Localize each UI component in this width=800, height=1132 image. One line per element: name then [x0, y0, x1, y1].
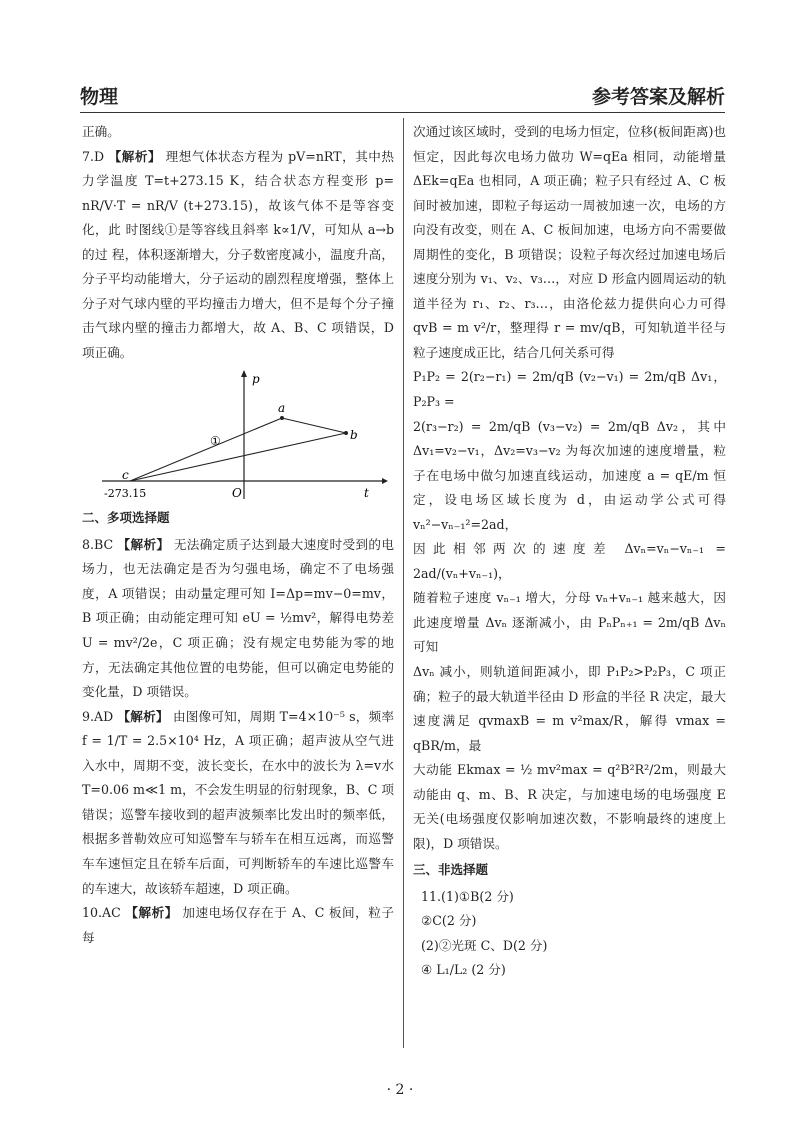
section-heading: 三、非选择题 [413, 862, 489, 878]
page-number: · 2 · [386, 1082, 414, 1098]
text-line: Δvₙ 减小，则轨道间距减小，即 P₁P₂>P₂P₃，C 项正确；粒子的最大轨道半径由 D 形盒的半径 R 决定，最大速度满足 qvmaxB = m v²max/R，解得 vmax = qBR/m，最 [413, 664, 726, 753]
text-line: nR/V·T = nR/V (t+273.15)，故该气体不是等容变化，此 [82, 197, 394, 238]
p-label: p [252, 372, 260, 387]
page-header [80, 78, 725, 113]
subject-label: 物理 [80, 86, 119, 108]
text-line: 由图像可知，周期 T=4×10⁻⁵ s，频率 f [82, 708, 394, 749]
section-heading: 二、多项选择题 [82, 510, 170, 526]
text-line: P₁P₂ = 2(r₂−r₁) = 2m/qB (v₂−v₁) = 2m/qB Δv₁，P₂P₃ = [413, 369, 726, 410]
text-line: 无法确定质子达到最大速度时受到的电场力，也无法确定是否为匀强电场，确定不了电场强度，A 项错误；由动量定理可知 I=Δp=mv−0=mv，B 项正确；由动能定理可知 eU = ½mv²，解得电势差 [82, 536, 395, 626]
header-title: 参考答案及解析 [591, 86, 725, 108]
origin-label: O [232, 486, 242, 501]
point-b [344, 431, 348, 435]
answer-11-line: ④ L₁/L₂ (2 分) [421, 962, 506, 978]
line-cb [130, 433, 346, 481]
text-line: 理想气体状态方程为 pV=nRT，其中热力学温度 T=t+273.15 K，结合状态方程变形 p= [82, 148, 395, 189]
line-1-label: ① [210, 434, 221, 449]
question-number: 8.BC [82, 536, 114, 552]
p-axis-arrow [241, 370, 247, 377]
question-number: 9.AD [82, 708, 114, 724]
answer-11-line: 11.(1)①B(2 分) [421, 888, 514, 904]
b-label: b [350, 428, 358, 443]
t0-label: -273.15 [104, 487, 147, 501]
t-label: t [364, 486, 369, 501]
answer-7 [82, 145, 394, 366]
point-a [280, 416, 284, 420]
right-column [413, 120, 726, 983]
t-axis-arrow [382, 478, 388, 484]
analysis-tag: 【解析】 [125, 905, 178, 921]
question-number: 10.AC [82, 905, 121, 921]
left-column [82, 120, 394, 950]
a-label: a [278, 401, 286, 416]
question-number: 7.D [82, 148, 105, 164]
text-line: 时图线①是等容线且斜率 k∝1/V，可知从 a→b 的过 [82, 222, 395, 262]
analysis-tag: 【解析】 [117, 536, 170, 552]
text-line: U = mv²/2e，C 项正确；没有规定电势能为零的地方，无法确定其他位置的电势能，但可以确定电势能的变化量，D 项错误。 [82, 635, 394, 700]
answer-11-line: (2)②光斑 C、D(2 分) [421, 937, 548, 953]
text-line: 加速电场仅存在于 A、C 板间，粒子每 [82, 905, 394, 945]
text-line: 因此相邻两次的速度差 Δvₙ=vₙ−vₙ₋₁ = 2ad/(vₙ+vₙ₋₁)， [413, 541, 726, 581]
c-label: c [122, 468, 129, 483]
p-t-graph [82, 369, 394, 504]
text-line: 正确。 [82, 124, 120, 139]
answer-9 [82, 705, 394, 901]
column-divider [403, 118, 404, 1048]
line-ab [282, 418, 346, 433]
answer-10 [82, 901, 394, 950]
text-line: 大动能 Ekmax = ½ mv²max = q²B²R²/2m，则最大动能由 q、m、B、R 决定，与加速电场的电场强度 E 无关(电场强度仅影响加速次数，不影响最终的速度上限)，D 项错误。 [413, 762, 726, 851]
analysis-tag: 【解析】 [117, 708, 169, 724]
line-ca [130, 418, 282, 481]
analysis-tag: 【解析】 [108, 148, 162, 164]
answer-11-line: ②C(2 分) [421, 913, 477, 929]
text-line: 程，体积逐渐增大，分子数密度减小，温度升高，分子平均动能增大，分子运动的剧烈程度增强，整体上分子对气球内壁的平均撞击力增大，但不是每个分子撞击气球内壁的撞击力都增大，故 A、B、C 项错误，D 项正确。 [82, 246, 395, 360]
answer-8 [82, 533, 394, 705]
text-line: 2(r₃−r₂) = 2m/qB (v₃−v₂) = 2m/qB Δv₂，其中 Δv₁=v₂−v₁，Δv₂=v₃−v₂ 为每次加速的速度增量，粒子在电场中做匀加速直线运动，加速度 a = qE/m 恒定，设电场区域长度为 d，由运动学公式可得 vₙ²−vₙ₋₁²=2ad， [413, 418, 726, 532]
text-line: 次通过该区域时，受到的电场力恒定，位移(板间距离)也恒定，因此每次电场力做功 W=qEa 相同，动能增量 ΔEk=qEa 也相同，A 项正确；粒子只有经过 A、C 板间时被加速，即粒子每运动一周被加速一次，电场的方向没有改变，则在 A、C 板间加速，电场方向不需要做周期性的变化，B 项错误；设粒子每次经过加速电场后速度分别为 v₁、v₂、v₃…，对应 D 形盒内圆周运动的轨道半径为 r₁、r₂、r₃…，由洛伦兹力提供向心力可得 qvB = m v²/r，整理得 r = mv/qB，可知轨道半径与粒子速度成正比，结合几何关系可得 [413, 124, 726, 360]
text-line: = 1/T = 2.5×10⁴ Hz，A 项正确；超声波从空气进入水中，周期不变，波长变长，在水中的波长为 λ=v水T=0.06 m≪1 m，不会发生明显的衍射现象，B、C 项错误；巡警车接收到的超声波频率比发出时的频率低，根据多普勒效应可知巡警车与轿车在相互远离，而巡警车车速恒定且在轿车后面，可判断轿车的车速比巡警车的车速大，故该轿车超速，D 项正确。 [82, 733, 394, 896]
text-line: 随着粒子速度 vₙ₋₁ 增大，分母 vₙ+vₙ₋₁ 越来越大，因此速度增量 Δvₙ 逐渐减小，由 PₙPₙ₊₁ = 2m/qB Δvₙ 可知 [413, 590, 726, 655]
